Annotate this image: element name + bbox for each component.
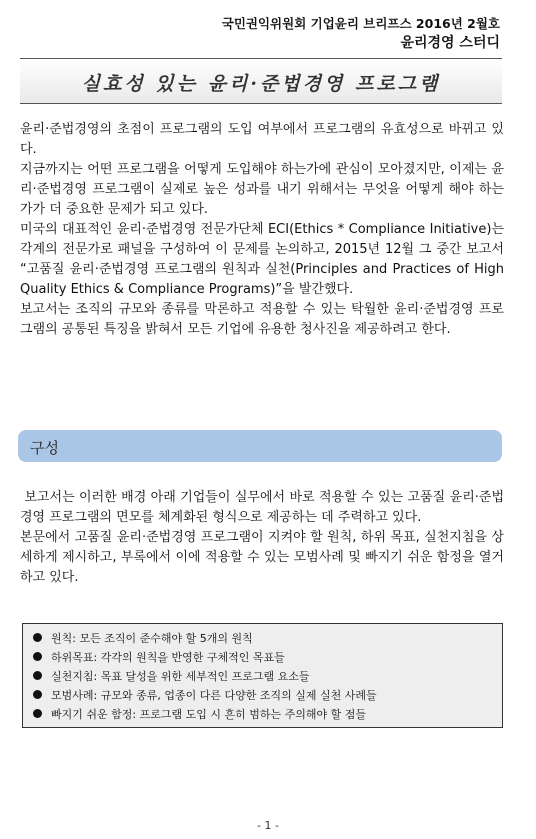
- list-item: [33, 666, 492, 685]
- list-item: [33, 685, 492, 704]
- page-number: - 1 -: [257, 819, 279, 832]
- title-banner: [20, 58, 502, 104]
- bullet-icon: [33, 709, 42, 718]
- list-item: [33, 628, 492, 647]
- body-paragraph: 본문에서 고품질 윤리·준법경영 프로그램이 지켜야 할 원칙, 하위 목표, 실천지침을 상세하게 제시하고, 부록에서 이에 적용할 수 있는 모범사례 및 빠지기 쉬운 함정을 열거하고 있다.: [20, 530, 504, 585]
- intro-paragraph: 지금까지는 어떤 프로그램을 어떻게 도입해야 하는가에 관심이 모아졌지만, 이제는 윤리·준법경영 프로그램이 실제로 높은 성과를 내기 위해서는 무엇을 어떻게 해야 하는가가 더 중요한 문제가 되고 있다.: [20, 162, 504, 217]
- intro-paragraph: 윤리·준법경영의 초점이 프로그램의 도입 여부에서 프로그램의 유효성으로 바뀌고 있다.: [20, 122, 504, 157]
- body-section: [20, 488, 504, 588]
- list-item-text: 하위목표: 각각의 원칙을 반영한 구체적인 목표들: [51, 650, 285, 664]
- list-item: [33, 647, 492, 666]
- list-item-text: 원칙: 모든 조직이 준수해야 할 5개의 원칙: [51, 631, 253, 645]
- intro-paragraph: 보고서는 조직의 규모와 종류를 막론하고 적용할 수 있는 탁월한 윤리·준법경영 프로그램의 공통된 특징을 밝혀서 모든 기업에 유용한 청사진을 제공하려고 한다.: [20, 302, 504, 337]
- bullet-icon: [33, 671, 42, 680]
- list-item-text: 실천지침: 목표 달성을 위한 세부적인 프로그램 요소들: [51, 669, 310, 683]
- list-item-text: 빠지기 쉬운 함정: 프로그램 도입 시 흔히 범하는 주의해야 할 점들: [51, 707, 366, 721]
- issue-line: 국민권익위원회 기업윤리 브리프스 2016년 2월호: [221, 16, 500, 31]
- list-item-text: 모범사례: 규모와 종류, 업종이 다른 다양한 조직의 실제 실천 사례들: [51, 688, 377, 702]
- bullet-icon: [33, 690, 42, 699]
- page-title: 실효성 있는 윤리·준법경영 프로그램: [81, 73, 441, 95]
- bullet-icon: [33, 652, 42, 661]
- intro-section: [20, 120, 504, 340]
- body-paragraph: 보고서는 이러한 배경 아래 기업들이 실무에서 바로 적용할 수 있는 고품질 윤리·준법경영 프로그램의 면모를 체계화된 형식으로 제공하는 데 주력하고 있다.: [20, 490, 505, 525]
- summary-box: [22, 623, 503, 728]
- section-header: [18, 430, 502, 462]
- list-item: [33, 704, 492, 723]
- bullet-icon: [33, 633, 42, 642]
- series-title: 윤리경영 스터디: [400, 35, 500, 51]
- intro-paragraph: 미국의 대표적인 윤리·준법경영 전문가단체 ECI(Ethics * Compliance Initiative)는 각계의 전문가로 패널을 구성하여 이 문제를 논의하고, 2015년 12월 그 중간 보고서 “고품질 윤리·준법경영 프로그램의 원칙과 실천(Principles and Practices of High Quality Ethics & Compliance Programs)”을 발간했다.: [20, 222, 504, 297]
- section-title: 구성: [30, 439, 59, 457]
